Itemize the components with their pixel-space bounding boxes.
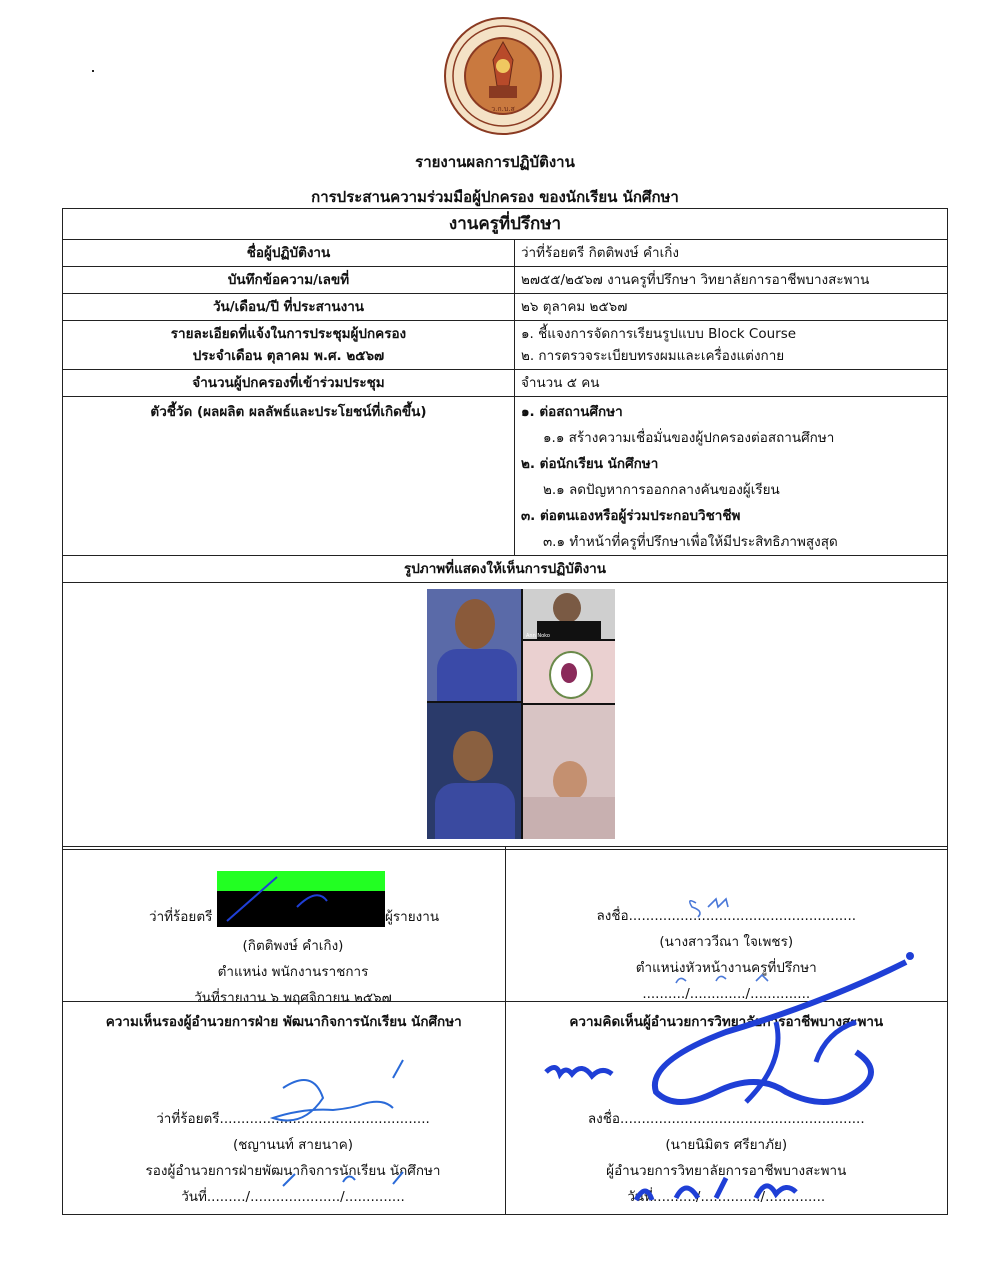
svg-text:ว.ก.บ.ส: ว.ก.บ.ส <box>491 105 515 113</box>
reporter-date: วันที่รายงาน ๖ พฤศจิกายน ๒๕๖๗ <box>194 990 392 1006</box>
indicator-item: ๒.๑ ลดปัญหาการออกกลางคันของผู้เรียน <box>542 482 780 498</box>
indicator-heading: ๓. ต่อตนเองหรือผู้ร่วมประกอบวิชาชีพ <box>520 508 741 524</box>
deputy-details <box>63 1106 523 1210</box>
reporter-position: ตำแหน่ง พนักงานราชการ <box>217 964 369 980</box>
attendees-value: จำนวน ๕ คน <box>514 370 947 397</box>
indicator-heading: ๒. ต่อนักเรียน นักศึกษา <box>520 456 659 472</box>
table-row <box>63 267 948 294</box>
participant-tile <box>523 589 615 639</box>
signature-section <box>62 846 948 1215</box>
table-row <box>63 240 948 267</box>
head-signature-block <box>505 847 948 1002</box>
head-date: ........../............./.............. <box>642 986 811 1002</box>
deputy-signature-block <box>63 1002 506 1215</box>
table-heading: งานครูที่ปรึกษา <box>63 209 948 240</box>
table-row <box>63 321 948 370</box>
director-name: (นายนิมิตร ศรียาภัย) <box>665 1137 788 1153</box>
attendees-label: จำนวนผู้ปกครองที่เข้าร่วมประชุม <box>63 370 515 397</box>
report-table <box>62 208 948 850</box>
participant-tile <box>523 705 615 839</box>
indicator-item: ๓.๑ ทำหน้าที่ครูที่ปรึกษาเพื่อให้มีประสิทธิภาพสูงสุด <box>542 534 838 550</box>
deputy-name: (ชญานนท์ สายนาค) <box>233 1137 353 1153</box>
meeting-label-line1: รายละเอียดที่แจ้งในการประชุมผู้ปกครอง <box>170 326 407 342</box>
table-row <box>63 294 948 321</box>
indicator-heading: ๑. ต่อสถานศึกษา <box>520 404 623 420</box>
report-title: รายงานผลการปฏิบัติงาน <box>415 153 575 171</box>
indicators-list <box>514 397 947 556</box>
head-details <box>506 903 948 1007</box>
table-row <box>63 397 948 556</box>
meeting-label <box>63 321 515 370</box>
photo-area <box>63 583 948 850</box>
meeting-label-line2: ประจำเดือน ตุลาคม พ.ศ. ๒๕๖๗ <box>192 348 385 364</box>
deputy-heading: ความเห็นรองผู้อำนวยการฝ่าย พัฒนากิจการนักเรียน นักศึกษา <box>105 1014 462 1030</box>
row-label: บันทึกข้อความ/เลขที่ <box>63 267 515 294</box>
deputy-position: รองผู้อำนวยการฝ่ายพัฒนากิจการนักเรียน นักศึกษา <box>145 1163 441 1179</box>
row-value: ๒๖ ตุลาคม ๒๕๖๗ <box>514 294 947 321</box>
meeting-items <box>514 321 947 370</box>
reporter-suffix: ผู้รายงาน <box>385 909 440 925</box>
reporter-details <box>63 933 523 1011</box>
reporter-name: (กิตติพงษ์ คำเกิง) <box>242 938 344 954</box>
participant-tile <box>427 703 521 839</box>
row-value: ๒๗๕๕/๒๕๖๗ งานครูที่ปรึกษา วิทยาลัยการอาชีพบางสะพาน <box>514 267 947 294</box>
director-position: ผู้อำนวยการวิทยาลัยการอาชีพบางสะพาน <box>606 1163 847 1179</box>
reporter-prefix: ว่าที่ร้อยตรี <box>149 909 213 925</box>
director-sign-line: ลงชื่อ......................................................... <box>587 1111 865 1127</box>
director-heading: ความคิดเห็นผู้อำนวยการวิทยาลัยการอาชีพบางสะพาน <box>569 1014 884 1030</box>
college-seal-logo <box>443 16 563 136</box>
participant-tile <box>523 641 615 703</box>
director-date: วันที่........../............../.............. <box>627 1189 826 1205</box>
director-signature-block <box>505 1002 948 1215</box>
row-label: ชื่อผู้ปฏิบัติงาน <box>63 240 515 267</box>
reporter-signature-block <box>63 847 506 1006</box>
row-label: วัน/เดือน/ปี ที่ประสานงาน <box>63 294 515 321</box>
director-details <box>506 1106 948 1210</box>
deputy-sign-line: ว่าที่ร้อยตรี................................................. <box>156 1111 430 1127</box>
row-value: ว่าที่ร้อยตรี กิตติพงษ์ คำเกิ่ง <box>514 240 947 267</box>
redacted-signature <box>217 871 385 927</box>
meeting-item: ๑. ชี้แจงการจัดการเรียนรูปแบบ Block Course <box>520 326 797 342</box>
video-call-screenshot <box>427 589 615 839</box>
indicator-item: ๑.๑ สร้างความเชื่อมั่นของผู้ปกครองต่อสถานศึกษา <box>542 430 835 446</box>
photo-heading: รูปภาพที่แสดงให้เห็นการปฏิบัติงาน <box>63 556 948 583</box>
report-subtitle: การประสานความร่วมมือผู้ปกครอง ของนักเรียน นักศึกษา <box>311 188 679 206</box>
head-name: (นางสาววีณา ใจเพชร) <box>659 934 794 950</box>
meeting-item: ๒. การตรวจระเบียบทรงผมและเครื่องแต่งกาย <box>520 348 785 364</box>
head-sign-line: ลงชื่อ..................................................... <box>596 908 857 924</box>
deputy-date: วันที่........./...................../.............. <box>181 1189 405 1205</box>
stray-dot <box>92 70 94 72</box>
indicators-label: ตัวชี้วัด (ผลผลิต ผลลัพธ์และประโยชน์ที่เกิดขึ้น) <box>63 397 515 556</box>
participant-caption: Ann Noko <box>526 633 550 639</box>
head-position: ตำแหน่งหัวหน้างานครูที่ปรึกษา <box>635 960 817 976</box>
participant-tile <box>427 589 521 701</box>
table-row <box>63 370 948 397</box>
